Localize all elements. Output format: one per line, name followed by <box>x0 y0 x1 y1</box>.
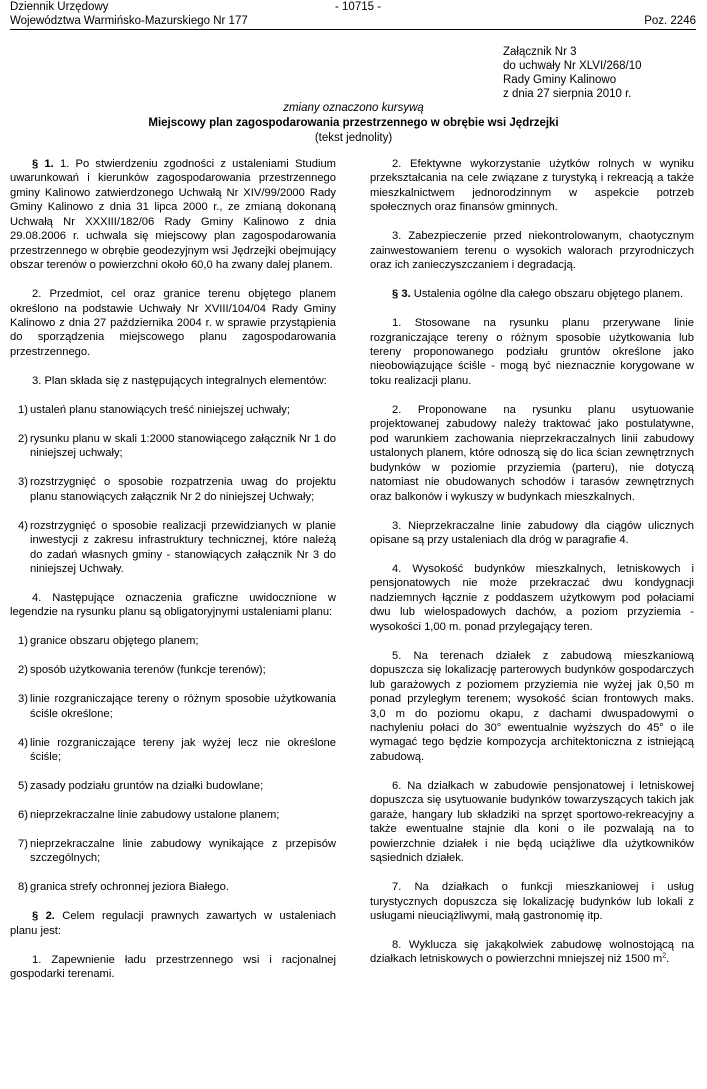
annex-line: Załącznik Nr 3 <box>503 46 577 58</box>
list-item: 2) rysunku planu w skali 1:2000 stanowiącego załącznik Nr 1 do niniejszej uchwały; <box>18 432 336 460</box>
section-mark: § 2. <box>32 910 55 923</box>
section-mark: § 1. <box>32 158 54 170</box>
annex-line: z dnia 27 sierpnia 2010 r. <box>503 88 632 100</box>
paragraph: 8. Wyklucza się jakąkolwiek zabudowę wolnostojącą na działkach letniskowych o powierzchni mniejszej niż 1500 $m^2$. <box>370 938 694 966</box>
list-item: 1) ustaleń planu stanowiących treść niniejszej uchwały; <box>18 403 290 416</box>
header-rule <box>10 29 696 30</box>
journal-voivodeship: Województwa Warmińsko-Mazurskiego Nr 177 <box>10 15 248 27</box>
document-subtitle: (tekst jednolity) <box>314 132 393 144</box>
paragraph: 3. Plan składa się z następujących integralnych elementów: <box>32 374 327 387</box>
document-title: Miejscowy plan zagospodarowania przestrzennego w obrębie wsi Jędrzejki <box>148 117 559 129</box>
page-header <box>10 0 696 30</box>
paragraph: § 3. Ustalenia ogólne dla całego obszaru objętego planem. <box>392 288 684 301</box>
journal-name: Dziennik Urzędowy <box>10 1 109 13</box>
paragraph: 6. Na działkach w zabudowie pensjonatowej i letniskowej dopuszcza się usytuowanie budynków towarzyszących takich jak garaże, hangary lub składziki na sprzęt sportowo-rekreacyjny a także ewentualne stajnie dla koni o ile pozwalają na to powierzchnie działek i nie będą uciążliwe dla użytkowników sąsiednich działek. <box>370 779 694 865</box>
list-item: 5) zasady podziału gruntów na działki budowlane; <box>18 780 264 793</box>
list-item: 7) nieprzekraczalne linie zabudowy wynikające z przepisów szczególnych; <box>18 837 336 865</box>
list-item: 4) linie rozgraniczające tereny jak wyżej lecz nie określone ściśle; <box>18 736 336 764</box>
paragraph: 2. Przedmiot, cel oraz granice terenu objętego planem określono na podstawie Uchwały Nr XVIII/104/04 Rady Gminy Kalinowo z dnia 27 października 2004 r. w sprawie przystąpienia do sporządzenia miejscowego planu zagospodarowania przestrzennego. <box>10 288 336 358</box>
paragraph: 2. Efektywne wykorzystanie użytków rolnych w wyniku przekształcania na cele związane z turystyką i rekreacją a także mieszkalnictwem jednorodzinnym w aspekcie potrzeb społecznych oraz finansów gminnych. <box>370 158 694 214</box>
list-item: 2) sposób użytkowania terenów (funkcje terenów); <box>18 664 266 677</box>
paragraph: 3. Zabezpieczenie przed niekontrolowanym, chaotycznym zainwestowaniem terenu o wysokich walorach przyrodniczych oraz ich zanieczyszczaniem i degradacją. <box>370 230 694 272</box>
right-column <box>370 157 694 981</box>
paragraph: § 1. 1. Po stwierdzeniu zgodności z ustaleniami Studium uwarunkowań i kierunków zagospodarowania przestrzennego gminy Kalinowo zatwierdzonego Uchwałą Nr XIV/99/2000 Rady Gminy Kalinowo z dnia 31 lipca 2000 r., ze zmianą dokonaną Uchwałą Nr XXXIII/182/06 Rady Gminy Kalinowo z dnia 29.08.2006 r. uchwala się miejscowy plan zagospodarowania przestrzennego w obrębie geodezyjnym wsi Jędrzejki obejmujący obszar terenów o powierzchni około 60,0 ha zwany dalej planem. <box>10 158 337 272</box>
paragraph: 2. Proponowane na rysunku planu usytuowanie projektowanej zabudowy należy traktować jako postulatywne, pod warunkiem zachowania nieprzekraczalnych linii zabudowy ustalonych planem, które odnoszą się do lica ścian zewnętrznych budynków w poziomie przyziemia (parteru), nie dotyczą natomiast nie obudowanych schodów i tarasów zewnętrznych oraz balkonów i wykuszy w budynkach mieszkalnych. <box>370 403 694 503</box>
list-item: 8) granica strefy ochronnej jeziora Białego. <box>18 881 229 894</box>
paragraph: 4. Wysokość budynków mieszkalnych, letniskowych i pensjonatowych nie może przekraczać dwu kondygnacji nadziemnych łącznie z poddaszem użytkowym pod połaciami dwu lub wielospadowych dachów, a poziom przyziemia - wysokości 1,00 m. ponad przylegający teren. <box>370 562 694 633</box>
paragraph: § 2. Celem regulacji prawnych zawartych w ustaleniach planu jest: <box>10 910 337 937</box>
annex-block <box>503 45 642 101</box>
list-item: 6) nieprzekraczalne linie zabudowy ustalone planem; <box>18 809 280 821</box>
section-mark: § 3. <box>392 288 411 301</box>
page-number: - 10715 - <box>335 1 382 13</box>
paragraph: 1. Stosowane na rysunku planu przerywane linie rozgraniczające tereny o różnym sposobie użytkowania lub tereny proponowanego podziału gruntów określone jako nieobowiązujące ściśle - mogą być nieznacznie korygowane w toku realizacji planu. <box>370 317 694 387</box>
paragraph: 7. Na działkach o funkcji mieszkaniowej i usług turystycznych dopuszcza się lokalizację budynków lub lokali z usługami nieuciążliwymi, małą gastronomię itp. <box>370 881 694 922</box>
document-titles <box>0 101 707 146</box>
annex-line: Rady Gminy Kalinowo <box>503 74 617 86</box>
list-item: 4) rozstrzygnięć o sposobie realizacji przewidzianych w planie inwestycji z zakresu infrastruktury technicznej, które należą do zadań własnych gminy - stanowiących załącznik Nr 3 do niniejszej Uchwały. <box>18 519 336 575</box>
paragraph: 1. Zapewnienie ładu przestrzennego wsi i racjonalnej gospodarki terenami. <box>10 953 336 981</box>
paragraph: 3. Nieprzekraczalne linie zabudowy dla ciągów ulicznych opisane są przy ustaleniach dla dróg w paragrafie 4. <box>370 519 694 547</box>
position-number: Poz. 2246 <box>644 15 696 27</box>
list-item: 3) linie rozgraniczające tereny o różnym sposobie użytkowania ściśle określone; <box>18 693 336 720</box>
left-column <box>10 157 336 996</box>
list-item: 1) granice obszaru objętego planem; <box>18 635 199 648</box>
superscript: 2 <box>662 952 667 960</box>
annex-line: do uchwały Nr XLVI/268/10 <box>503 60 642 72</box>
paragraph: 5. Na terenach działek z zabudową mieszkaniową dopuszcza się lokalizację parterowych budynków gospodarczych lub garażowych z poziomem przyziemia nie wyżej jak 0,50 m ponad przyległym terenem; wysokość ścian frontowych maks. 3,0 m do poziomu okapu, z dachami dwuspadowymi o nachyleniu połaci do 30° ewentualnie wyższych do 45° o ile wymagać tego będzie kompozycja architektoniczna z istniejącą zabudową. <box>370 649 694 763</box>
changes-note: zmiany oznaczono kursywą <box>283 102 424 114</box>
paragraph: 4. Następujące oznaczenia graficzne uwidocznione w legendzie na rysunku planu są obligatoryjnymi ustaleniami planu: <box>10 591 336 619</box>
list-item: 3) rozstrzygnięć o sposobie rozpatrzenia uwag do projektu planu stanowiących załącznik Nr 2 do niniejszej Uchwały; <box>18 476 336 503</box>
